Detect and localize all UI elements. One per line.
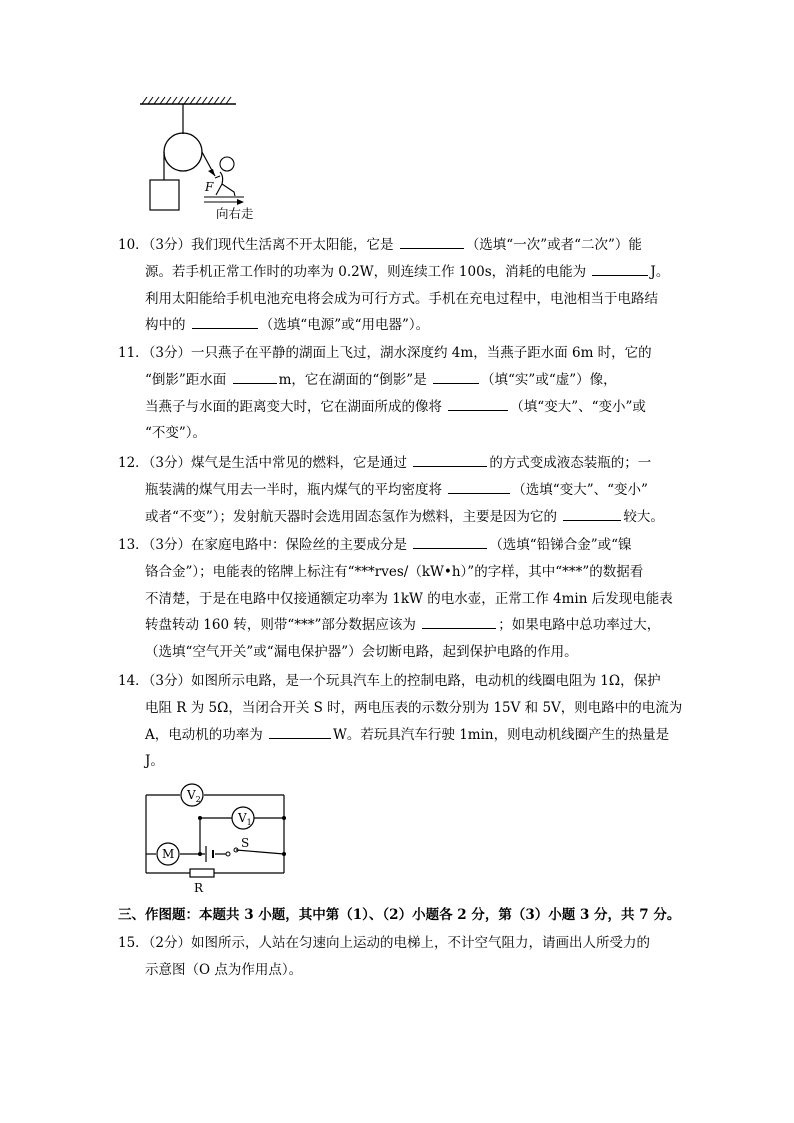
question-10 (118, 232, 678, 339)
q11-line-2: “倒影”距水面 m，它在湖面的“倒影”是 （填“实”或“虚”）像， (118, 367, 678, 394)
q13-line-4: 转盘转动 160 转，则带“***”部分数据应该为 ；如果电路中总功率过大， (118, 612, 678, 639)
answer-blank[interactable] (192, 313, 258, 329)
q11-line-3: 当燕子与水面的距离变大时，它在湖面所成的像将 （填“变大”、“变小”或 (118, 394, 678, 421)
q11-line-1: 11．（3分）一只燕子在平静的湖面上飞过，湖水深度约 4m，当燕子距水面 6m 时，它的 (118, 345, 652, 361)
motor-label: M (162, 847, 175, 861)
answer-blank[interactable] (413, 533, 487, 549)
v2-label: V (187, 788, 196, 802)
q10-line-2: 源。若手机正常工作时的功率为 0.2W，则连续工作 100s，消耗的电能为 J。 (118, 259, 678, 286)
answer-blank[interactable] (269, 723, 331, 739)
q12-line-1: 12．（3分）煤气是生活中常见的燃料，它是通过 的方式变成液态装瓶的；一 (118, 450, 678, 477)
answer-blank[interactable] (448, 395, 508, 411)
q14-line-3: A，电动机的功率为 W。若玩具汽车行驶 1min，则电动机线圈产生的热量是 (118, 722, 678, 749)
circuit-diagram (138, 784, 298, 896)
q15-line-2: 示意图（O 点为作用点）。 (145, 961, 303, 978)
answer-blank[interactable] (400, 233, 464, 249)
question-11 (118, 340, 678, 447)
q13-line-2: 铬合金”）；电能表的铭牌上标注有“***rves/（kW•h）”的字样，其中“***”的数据看 (145, 563, 644, 580)
direction-label: 向右走 (216, 206, 254, 221)
force-label: F (205, 180, 214, 194)
answer-blank[interactable] (563, 505, 621, 521)
answer-blank[interactable] (592, 260, 648, 276)
v1-subscript: 1 (246, 818, 252, 827)
answer-blank[interactable] (422, 613, 496, 629)
svg-text:V2 (186, 788, 201, 804)
question-12 (118, 450, 678, 530)
q10-line-1: 10．（3分）我们现代生活离不开太阳能，它是 （选填“一次”或者“二次”）能 (118, 232, 678, 259)
question-15 (118, 930, 678, 984)
switch-label: S (241, 836, 250, 850)
q10-line-4: 构中的 （选填“电源”或“用电器”）。 (118, 312, 678, 339)
q13-line-5: （选填“空气开关”或“漏电保护器”）会切断电路，起到保护电路的作用。 (145, 644, 578, 661)
q12-line-3: 或者“不变”）；发射航天器时会选用固态氢作为燃料，主要是因为它的 较大。 (118, 504, 678, 531)
q12-line-2: 瓶装满的煤气用去一半时，瓶内煤气的平均密度将 （选填“变大”、“变小” (118, 477, 678, 504)
resistor-label: R (194, 881, 204, 895)
question-14 (118, 668, 683, 775)
q14-line-4: J。 (145, 753, 164, 770)
pulley-figure (136, 92, 254, 232)
q13-line-1: 13．（3分）在家庭电路中：保险丝的主要成分是 （选填“铅锑合金”或“镍 (118, 532, 678, 559)
v1-label: V (238, 811, 247, 825)
answer-blank[interactable] (433, 368, 479, 384)
answer-blank[interactable] (233, 368, 277, 384)
question-13 (118, 532, 678, 666)
q10-line-3: 利用太阳能给手机电池充电将会成为可行方式。手机在充电过程中，电池相当于电路结 (145, 290, 658, 307)
q15-line-1: 15．（2分）如图所示，人站在匀速向上运动的电梯上，不计空气阻力，请画出人所受力的 (118, 935, 651, 951)
q14-line-2: 电阻 R 为 5Ω，当闭合开关 S 时，两电压表的示数分别为 15V 和 5V，则电路中的电流为 (145, 699, 683, 716)
v2-subscript: 2 (195, 795, 201, 804)
answer-blank[interactable] (413, 451, 487, 467)
svg-text:V1 (237, 811, 252, 827)
q14-line-1: 14．（3分）如图所示电路，是一个玩具汽车上的控制电路，电动机的线圈电阻为 1Ω，保护 (118, 673, 661, 689)
q11-line-4: “不变”）。 (145, 425, 207, 442)
section-heading: 三、作图题：本题共 3 小题，其中第（1）、（2）小题各 2 分，第（3）小题 3 分，共 7 分。 (118, 907, 681, 923)
q13-line-3: 不清楚，于是在电路中仅接通额定功率为 1kW 的电水壶，正常工作 4min 后发现电能表 (145, 590, 673, 607)
answer-blank[interactable] (448, 478, 510, 494)
